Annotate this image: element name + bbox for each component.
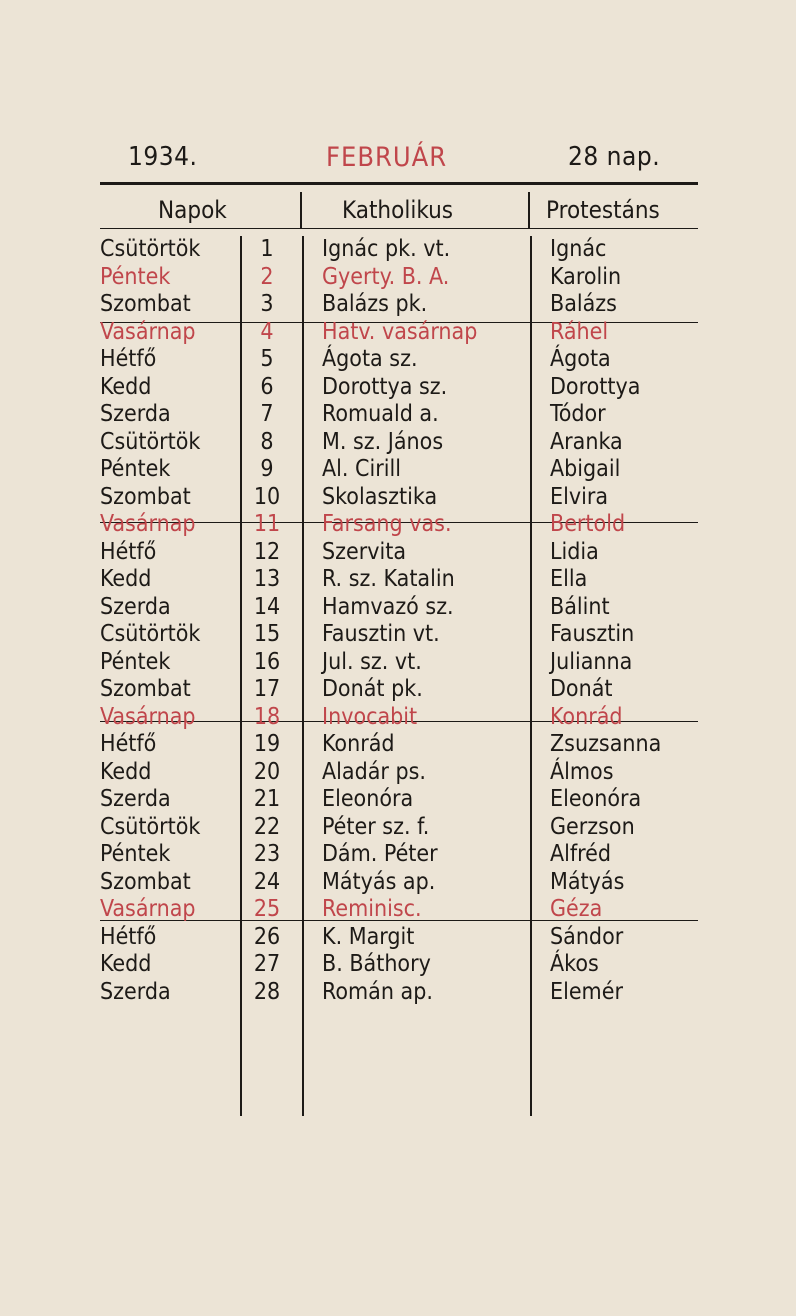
- protestant-name-cell: Lidia: [550, 538, 599, 565]
- date-cell: 28: [253, 978, 281, 1005]
- date-cell: 19: [253, 731, 281, 757]
- catholic-name-cell: Mátyás ap.: [322, 868, 436, 895]
- protestant-name-cell: Konrád: [550, 703, 623, 730]
- weekday-cell: Csütörtök: [100, 813, 201, 840]
- catholic-name-cell: Gyerty. B. A.: [322, 263, 450, 290]
- date-cell: 20: [253, 758, 281, 785]
- date-cell: 10: [253, 483, 281, 510]
- protestant-name-cell: Karolin: [550, 263, 622, 290]
- protestant-name-cell: Bertold: [550, 511, 626, 537]
- calendar-row: [0, 814, 796, 842]
- date-cell: 4: [260, 318, 274, 345]
- weekday-cell: Péntek: [100, 841, 171, 867]
- column-header-napok: Napok: [158, 196, 227, 224]
- weekday-cell: Szombat: [100, 676, 191, 702]
- protestant-name-cell: Julianna: [550, 648, 633, 675]
- calendar-row: [0, 401, 796, 429]
- catholic-name-cell: Fausztin vt.: [322, 621, 440, 647]
- date-cell: 18: [253, 703, 281, 730]
- protestant-name-cell: Géza: [550, 896, 603, 922]
- catholic-name-cell: Dám. Péter: [322, 841, 438, 867]
- catholic-name-cell: Román ap.: [322, 978, 433, 1005]
- weekday-cell: Kedd: [100, 758, 152, 785]
- catholic-name-cell: Szervita: [322, 538, 407, 565]
- catholic-name-cell: Balázs pk.: [322, 291, 428, 317]
- protestant-name-cell: Tódor: [550, 401, 606, 427]
- catholic-name-cell: Donát pk.: [322, 676, 423, 702]
- date-cell: 7: [260, 401, 274, 427]
- calendar-row: [0, 566, 796, 594]
- date-cell: 1: [260, 236, 274, 262]
- protestant-name-cell: Gerzson: [550, 813, 635, 840]
- calendar-row: [0, 291, 796, 319]
- protestant-name-cell: Ákos: [550, 951, 599, 977]
- protestant-name-cell: Abigail: [550, 456, 621, 482]
- weekday-cell: Vasárnap: [100, 703, 196, 730]
- weekday-cell: Péntek: [100, 648, 171, 675]
- catholic-name-cell: Ágota sz.: [322, 346, 418, 372]
- calendar-row: [0, 649, 796, 677]
- catholic-name-cell: Skolasztika: [322, 483, 438, 510]
- protestant-name-cell: Elemér: [550, 978, 623, 1005]
- calendar-row: [0, 429, 796, 457]
- date-cell: 17: [253, 676, 281, 702]
- date-cell: 23: [253, 841, 281, 867]
- protestant-name-cell: Fausztin: [550, 621, 635, 647]
- calendar-row: [0, 841, 796, 869]
- column-header-protestans: Protestáns: [546, 196, 660, 224]
- date-cell: 5: [260, 346, 274, 372]
- protestant-name-cell: Ágota: [550, 346, 611, 372]
- top-rule: [100, 182, 698, 185]
- weekday-cell: Hétfő: [100, 538, 157, 565]
- calendar-row: [0, 951, 796, 979]
- catholic-name-cell: Dorottya sz.: [322, 373, 448, 400]
- calendar-row: [0, 731, 796, 759]
- protestant-name-cell: Mátyás: [550, 868, 625, 895]
- weekday-cell: Szombat: [100, 291, 191, 317]
- calendar-row: [0, 456, 796, 484]
- month-title: FEBRUÁR: [326, 142, 448, 173]
- weekday-cell: Szerda: [100, 401, 171, 427]
- weekday-cell: Csütörtök: [100, 428, 201, 455]
- catholic-name-cell: Ignác pk. vt.: [322, 236, 451, 262]
- weekday-cell: Szombat: [100, 483, 191, 510]
- calendar-row: [0, 896, 796, 924]
- date-cell: 14: [253, 593, 281, 620]
- weekday-cell: Vasárnap: [100, 896, 196, 922]
- catholic-name-cell: Romuald a.: [322, 401, 439, 427]
- calendar-row: [0, 924, 796, 952]
- calendar-row: [0, 319, 796, 347]
- date-cell: 3: [260, 291, 274, 317]
- protestant-name-cell: Ignác: [550, 236, 607, 262]
- catholic-name-cell: Al. Cirill: [322, 456, 401, 482]
- protestant-name-cell: Álmos: [550, 758, 614, 785]
- calendar-row: [0, 264, 796, 292]
- catholic-name-cell: B. Báthory: [322, 951, 431, 977]
- weekday-cell: Szerda: [100, 786, 171, 812]
- calendar-row: [0, 786, 796, 814]
- weekday-cell: Péntek: [100, 263, 171, 290]
- catholic-name-cell: Farsang vas.: [322, 511, 452, 537]
- date-cell: 22: [253, 813, 281, 840]
- date-cell: 26: [253, 923, 281, 950]
- calendar-row: [0, 869, 796, 897]
- calendar-row: [0, 484, 796, 512]
- catholic-name-cell: Reminisc.: [322, 896, 422, 922]
- weekday-cell: Hétfő: [100, 731, 157, 757]
- date-cell: 2: [260, 263, 274, 290]
- protestant-name-cell: Eleonóra: [550, 786, 642, 812]
- calendar-row: [0, 236, 796, 264]
- calendar-row: [0, 346, 796, 374]
- weekday-cell: Csütörtök: [100, 621, 201, 647]
- protestant-name-cell: Balázs: [550, 291, 617, 317]
- weekday-cell: Kedd: [100, 951, 152, 977]
- date-cell: 21: [253, 786, 281, 812]
- date-cell: 25: [253, 896, 281, 922]
- date-cell: 24: [253, 868, 281, 895]
- date-cell: 12: [253, 538, 281, 565]
- protestant-name-cell: Elvira: [550, 483, 608, 510]
- catholic-name-cell: Aladár ps.: [322, 758, 426, 785]
- column-header-katholikus: Katholikus: [342, 196, 454, 224]
- date-cell: 11: [253, 511, 281, 537]
- protestant-name-cell: Ella: [550, 566, 588, 592]
- calendar-row: [0, 676, 796, 704]
- calendar-row: [0, 759, 796, 787]
- weekday-cell: Vasárnap: [100, 318, 196, 345]
- calendar-row: [0, 704, 796, 732]
- calendar-rows: [0, 236, 796, 1006]
- date-cell: 9: [260, 456, 274, 482]
- date-cell: 16: [253, 648, 281, 675]
- catholic-name-cell: Hamvazó sz.: [322, 593, 454, 620]
- catholic-name-cell: K. Margit: [322, 923, 415, 950]
- protestant-name-cell: Donát: [550, 676, 613, 702]
- date-cell: 13: [253, 566, 281, 592]
- date-cell: 27: [253, 951, 281, 977]
- year-label: 1934.: [128, 142, 198, 172]
- protestant-name-cell: Zsuzsanna: [550, 731, 662, 757]
- calendar-row: [0, 374, 796, 402]
- date-cell: 8: [260, 428, 274, 455]
- protestant-name-cell: Aranka: [550, 428, 623, 455]
- calendar-row: [0, 594, 796, 622]
- header-rule: [100, 228, 698, 229]
- protestant-name-cell: Ráhel: [550, 318, 609, 345]
- weekday-cell: Péntek: [100, 456, 171, 482]
- weekday-cell: Kedd: [100, 566, 152, 592]
- catholic-name-cell: Invocabit: [322, 703, 418, 730]
- weekday-cell: Kedd: [100, 373, 152, 400]
- weekday-cell: Vasárnap: [100, 511, 196, 537]
- catholic-name-cell: Eleonóra: [322, 786, 414, 812]
- days-count: 28 nap.: [568, 142, 661, 172]
- catholic-name-cell: M. sz. János: [322, 428, 444, 455]
- protestant-name-cell: Sándor: [550, 923, 624, 950]
- catholic-name-cell: Hatv. vasárnap: [322, 318, 478, 345]
- protestant-name-cell: Dorottya: [550, 373, 641, 400]
- weekday-cell: Hétfő: [100, 346, 157, 372]
- catholic-name-cell: Péter sz. f.: [322, 813, 430, 840]
- protestant-name-cell: Alfréd: [550, 841, 612, 867]
- calendar-row: [0, 621, 796, 649]
- catholic-name-cell: Jul. sz. vt.: [322, 648, 422, 675]
- divider-header-2: [528, 192, 530, 228]
- protestant-name-cell: Bálint: [550, 593, 610, 620]
- weekday-cell: Szombat: [100, 868, 191, 895]
- weekday-cell: Hétfő: [100, 923, 157, 950]
- date-cell: 6: [260, 373, 274, 400]
- weekday-cell: Szerda: [100, 978, 171, 1005]
- weekday-cell: Szerda: [100, 593, 171, 620]
- catholic-name-cell: Konrád: [322, 731, 395, 757]
- weekday-cell: Csütörtök: [100, 236, 201, 262]
- calendar-row: [0, 979, 796, 1007]
- calendar-row: [0, 539, 796, 567]
- catholic-name-cell: R. sz. Katalin: [322, 566, 455, 592]
- date-cell: 15: [253, 621, 281, 647]
- calendar-row: [0, 511, 796, 539]
- divider-header-1: [300, 192, 302, 228]
